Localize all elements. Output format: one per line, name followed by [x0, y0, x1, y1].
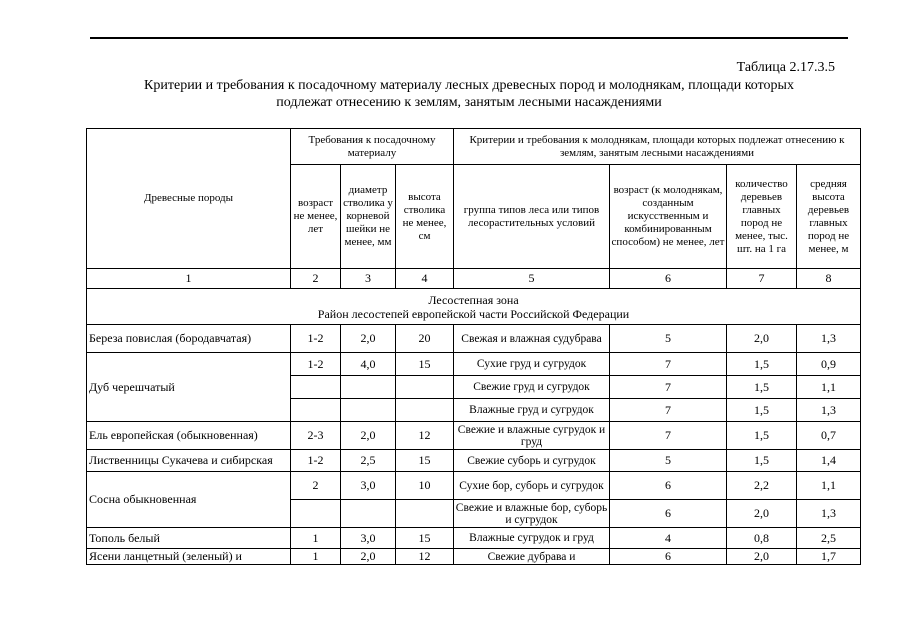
- diameter-cell: 2,0: [341, 422, 396, 450]
- criteria-table: [86, 128, 861, 565]
- empty-cell: [341, 376, 396, 399]
- col-number: 1: [87, 269, 291, 289]
- height-cell: 12: [396, 549, 454, 565]
- count-cell: 0,8: [727, 528, 797, 549]
- table-row: [87, 325, 861, 353]
- height-cell: 15: [396, 450, 454, 472]
- header-young-group: Критерии и требования к молоднякам, площади которых подлежат отнесению к землям, занятым лесными насаждениями: [454, 129, 861, 165]
- count-cell: 1,5: [727, 353, 797, 376]
- age-cell: 1-2: [291, 325, 341, 353]
- age-cell: 2: [291, 472, 341, 500]
- age-cell: 1-2: [291, 353, 341, 376]
- empty-cell: [396, 500, 454, 528]
- species-cell: Тополь белый: [87, 528, 291, 549]
- header-avg-height: средняя высота деревьев главных пород не менее, м: [797, 165, 861, 269]
- header-forest-type: группа типов леса или типов лесорастительных условий: [454, 165, 610, 269]
- table-row: [87, 528, 861, 549]
- young-age-cell: 7: [610, 376, 727, 399]
- forest-type-cell: Свежие груд и сугрудок: [454, 376, 610, 399]
- empty-cell: [396, 399, 454, 422]
- forest-type-cell: Свежие и влажные сугрудок и груд: [454, 422, 610, 450]
- top-rule: [90, 37, 848, 39]
- zone-title: Лесостепная зона: [428, 292, 519, 307]
- title-line-2: подлежат отнесению к землям, занятым лесными насаждениями: [276, 95, 662, 110]
- col-number: 7: [727, 269, 797, 289]
- forest-type-cell: Свежие и влажные бор, суборь и сугрудок: [454, 500, 610, 528]
- col-number: 3: [341, 269, 396, 289]
- empty-cell: [291, 376, 341, 399]
- avg-height-cell: 1,1: [797, 376, 861, 399]
- species-cell: Дуб черешчатый: [87, 353, 291, 422]
- young-age-cell: 7: [610, 422, 727, 450]
- avg-height-cell: 1,1: [797, 472, 861, 500]
- table-title: [90, 77, 848, 111]
- count-cell: 2,0: [727, 325, 797, 353]
- age-cell: 1: [291, 528, 341, 549]
- count-cell: 2,2: [727, 472, 797, 500]
- header-young-age: возраст (к молоднякам, созданным искусственным и комбинированным способом) не менее, лет: [610, 165, 727, 269]
- avg-height-cell: 0,7: [797, 422, 861, 450]
- forest-type-cell: Сухие груд и сугрудок: [454, 353, 610, 376]
- height-cell: 20: [396, 325, 454, 353]
- forest-type-cell: Влажные сугрудок и груд: [454, 528, 610, 549]
- empty-cell: [396, 376, 454, 399]
- table-row: [87, 450, 861, 472]
- col-number: 8: [797, 269, 861, 289]
- header-height: высота стволика не менее, см: [396, 165, 454, 269]
- avg-height-cell: 0,9: [797, 353, 861, 376]
- header-planting-group: Требования к посадочному материалу: [291, 129, 454, 165]
- age-cell: 1-2: [291, 450, 341, 472]
- diameter-cell: 2,5: [341, 450, 396, 472]
- young-age-cell: 5: [610, 450, 727, 472]
- young-age-cell: 7: [610, 399, 727, 422]
- forest-type-cell: Свежие суборь и сугрудок: [454, 450, 610, 472]
- count-cell: 1,5: [727, 422, 797, 450]
- species-cell: Сосна обыкновенная: [87, 472, 291, 528]
- diameter-cell: 3,0: [341, 528, 396, 549]
- young-age-cell: 6: [610, 472, 727, 500]
- avg-height-cell: 1,4: [797, 450, 861, 472]
- avg-height-cell: 1,3: [797, 325, 861, 353]
- young-age-cell: 5: [610, 325, 727, 353]
- count-cell: 2,0: [727, 500, 797, 528]
- diameter-cell: 2,0: [341, 325, 396, 353]
- forest-type-cell: Свежая и влажная судубрава: [454, 325, 610, 353]
- species-cell: Лиственницы Сукачева и сибирская: [87, 450, 291, 472]
- avg-height-cell: 1,3: [797, 399, 861, 422]
- diameter-cell: 2,0: [341, 549, 396, 565]
- col-number: 4: [396, 269, 454, 289]
- forest-type-cell: Влажные груд и сугрудок: [454, 399, 610, 422]
- header-age: возраст не менее, лет: [291, 165, 341, 269]
- header-species: Древесные породы: [87, 129, 291, 269]
- avg-height-cell: 2,5: [797, 528, 861, 549]
- col-number: 5: [454, 269, 610, 289]
- count-cell: 1,5: [727, 376, 797, 399]
- table-row: [87, 422, 861, 450]
- young-age-cell: 4: [610, 528, 727, 549]
- species-cell: Ясени ланцетный (зеленый) и: [87, 549, 291, 565]
- count-cell: 2,0: [727, 549, 797, 565]
- table-row: [87, 472, 861, 500]
- header-diameter: диаметр стволика у корневой шейки не менее, мм: [341, 165, 396, 269]
- title-line-1: Критерии и требования к посадочному материалу лесных древесных пород и молоднякам, площади которых: [144, 78, 794, 93]
- col-number: 2: [291, 269, 341, 289]
- count-cell: 1,5: [727, 450, 797, 472]
- table-row: [87, 353, 861, 376]
- height-cell: 12: [396, 422, 454, 450]
- zone-subtitle: Район лесостепей европейской части Российской Федерации: [317, 306, 630, 321]
- young-age-cell: 6: [610, 500, 727, 528]
- height-cell: 15: [396, 528, 454, 549]
- diameter-cell: 3,0: [341, 472, 396, 500]
- empty-cell: [291, 399, 341, 422]
- col-number: 6: [610, 269, 727, 289]
- forest-type-cell: Свежие дубрава и: [454, 549, 610, 565]
- empty-cell: [341, 500, 396, 528]
- avg-height-cell: 1,7: [797, 549, 861, 565]
- age-cell: 2-3: [291, 422, 341, 450]
- young-age-cell: 6: [610, 549, 727, 565]
- forest-type-cell: Сухие бор, суборь и сугрудок: [454, 472, 610, 500]
- young-age-cell: 7: [610, 353, 727, 376]
- height-cell: 10: [396, 472, 454, 500]
- avg-height-cell: 1,3: [797, 500, 861, 528]
- diameter-cell: 4,0: [341, 353, 396, 376]
- empty-cell: [341, 399, 396, 422]
- empty-cell: [291, 500, 341, 528]
- count-cell: 1,5: [727, 399, 797, 422]
- species-cell: Ель европейская (обыкновенная): [87, 422, 291, 450]
- table-row: [87, 549, 861, 565]
- species-cell: Береза повислая (бородавчатая): [87, 325, 291, 353]
- zone-heading: [87, 289, 861, 325]
- height-cell: 15: [396, 353, 454, 376]
- header-count: количество деревьев главных пород не менее, тыс. шт. на 1 га: [727, 165, 797, 269]
- table-number: Таблица 2.17.3.5: [736, 60, 835, 75]
- age-cell: 1: [291, 549, 341, 565]
